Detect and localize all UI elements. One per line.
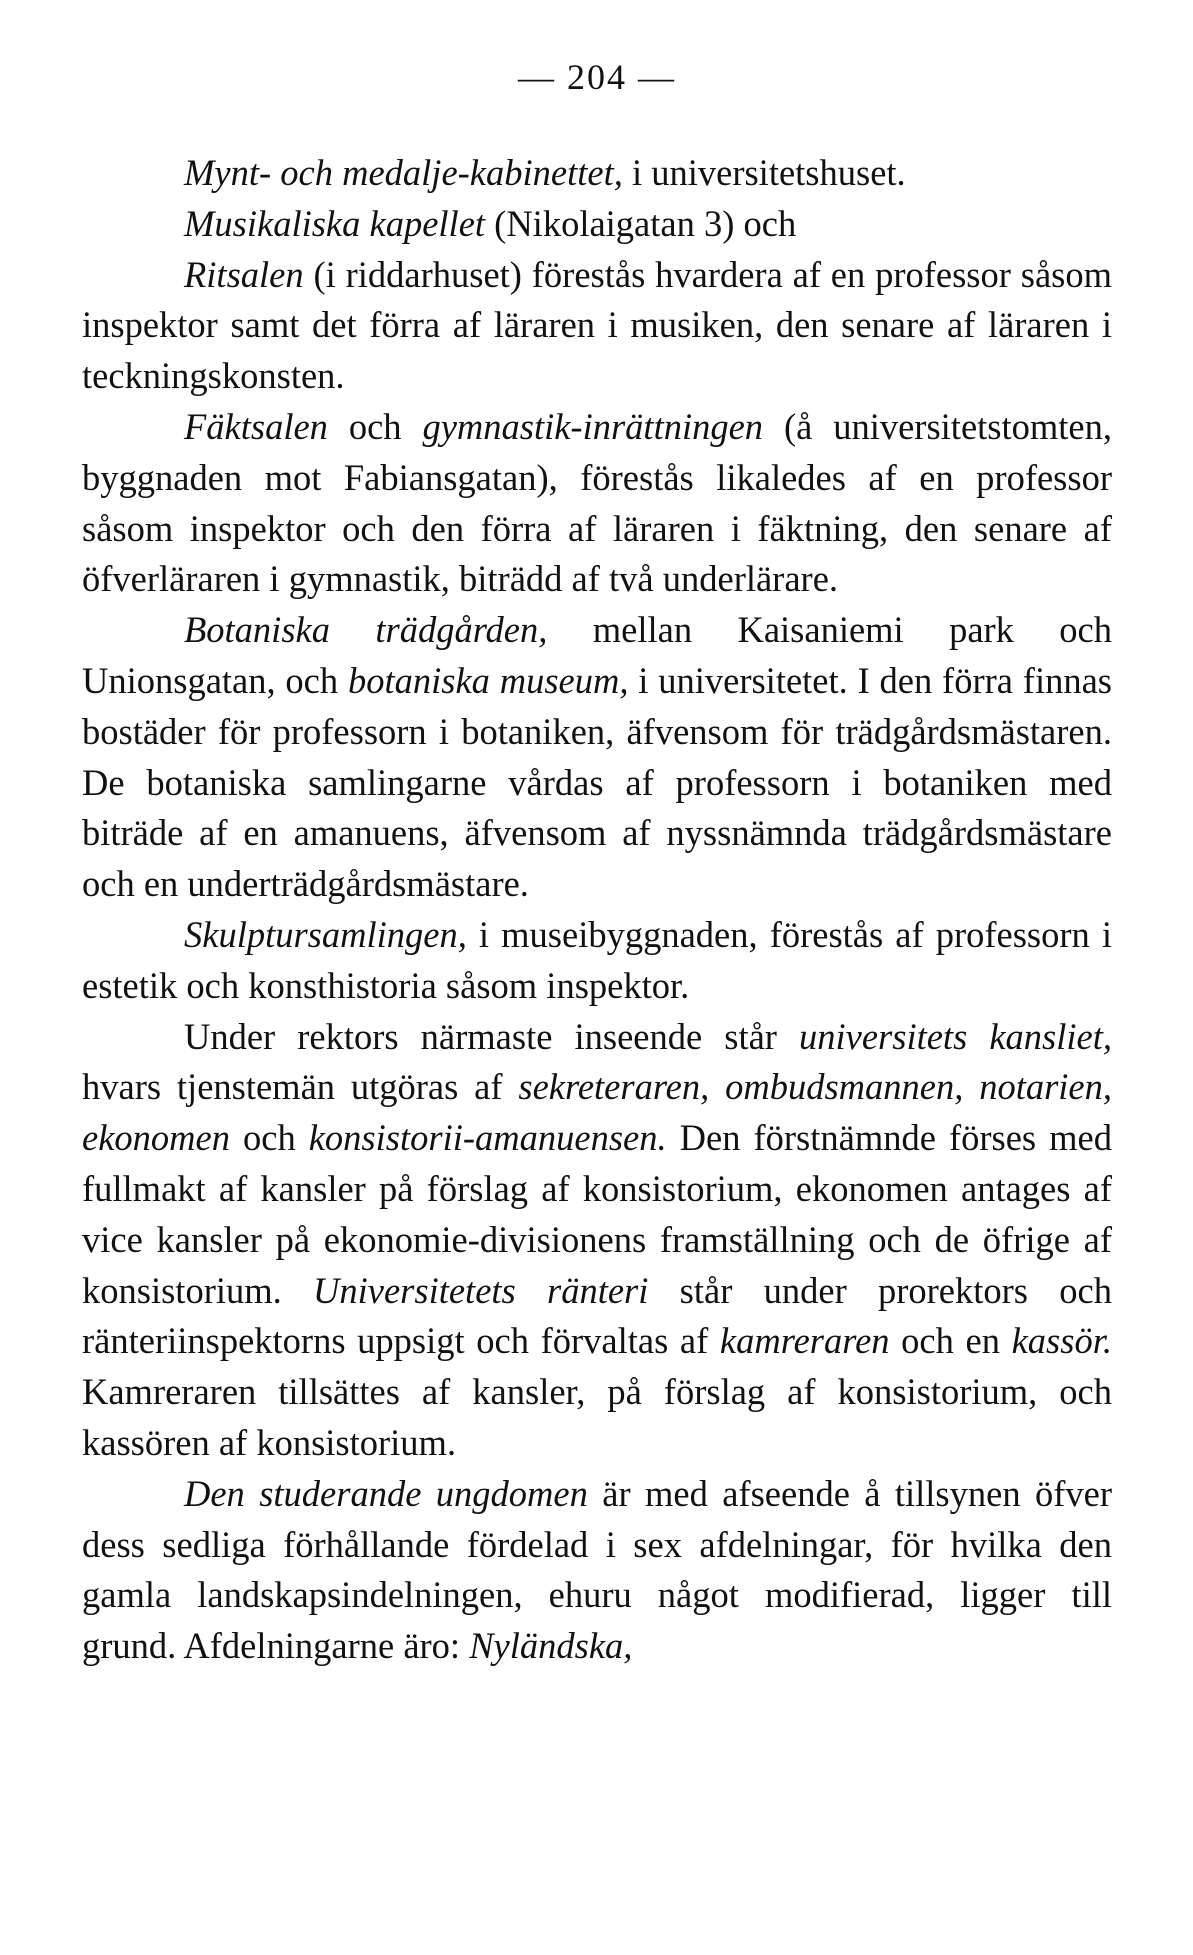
italic-term: Fäktsalen — [184, 405, 328, 447]
italic-term: universitets kansliet, — [799, 1015, 1112, 1057]
italic-term: Ritsalen — [184, 253, 304, 295]
italic-term: Skulptursamlingen, — [184, 913, 467, 955]
italic-term: Nyländska, — [469, 1625, 633, 1667]
text-run: (å universitetstomten, byggnaden mot Fabiansgatan), förestås likaledes af en professor såsom inspektor och den förra af läraren i fäktning, den senare af öfverläraren i gymnastik, biträdd af två underlärare. — [82, 405, 1112, 600]
italic-term: Den studerande ungdomen — [184, 1472, 588, 1514]
body-text — [82, 148, 1112, 1672]
text-run: (i riddarhuset) förestås hvardera af en professor såsom inspektor samt det förra af läraren i musiken, den senare af läraren i teckningskonsten. — [82, 253, 1112, 397]
text-run: mellan Kaisaniemi park och Unionsgatan, och — [82, 609, 1112, 701]
text-run: (Nikolaigatan 3) och — [485, 202, 797, 244]
italic-term: Mynt- och medalje-kabinettet, — [184, 152, 623, 193]
italic-term: Botaniska trädgården, — [184, 609, 548, 651]
text-run: och — [327, 405, 423, 447]
text-run: Kamreraren tillsättes af kansler, på förslag af konsistorium, och kassören af konsistorium. — [82, 1371, 1112, 1463]
italic-term: kassör. — [1011, 1320, 1112, 1362]
paragraph — [82, 148, 1112, 199]
paragraph — [82, 402, 1112, 605]
italic-term: sekreteraren, ombudsmannen, notarien, ekonomen — [82, 1066, 1113, 1159]
paragraph — [82, 250, 1112, 402]
text-run: och — [229, 1117, 309, 1159]
text-run: är med afseende å tillsynen öfver dess sedliga förhållande fördelad i sex afdelningar, för hvilka den gamla landskapsindelningen, ehuru något modifierad, ligger till grund. Afdelningarne äro: — [82, 1472, 1112, 1667]
italic-term: Musikaliska kapellet — [184, 202, 486, 244]
text-run: och en — [889, 1320, 1012, 1362]
paragraph — [82, 1012, 1112, 1469]
text-run: i museibyggnaden, förestås af professorn i estetik och konsthistoria såsom inspektor. — [82, 913, 1112, 1006]
paragraph — [82, 910, 1112, 1012]
italic-term: kamreraren — [719, 1320, 890, 1362]
paragraph — [82, 1469, 1112, 1672]
paragraph — [82, 199, 1112, 250]
italic-term: botaniska museum, — [347, 659, 629, 701]
text-run: i universitetshuset. — [622, 152, 906, 193]
text-run: står under prorektors och ränteriinspektorns uppsigt och förvaltas af — [82, 1269, 1112, 1362]
page-number: — 204 — — [518, 57, 676, 97]
text-run: hvars tjenstemän utgöras af — [82, 1066, 519, 1108]
italic-term: gymnastik-inrättningen — [422, 405, 764, 447]
text-run: Under rektors närmaste inseende står — [184, 1015, 799, 1057]
italic-term: Universitetets ränteri — [313, 1269, 649, 1311]
paragraph — [82, 605, 1112, 910]
text-run: i universitetet. I den förra finnas bostäder för professorn i botaniken, äfvensom för trädgårdsmästaren. De botaniska samlingarne vårdas af professorn i botaniken med biträde af en amanuens, äfvensom af nyssnämnda trädgårdsmästare och en underträdgårdsmästare. — [82, 659, 1112, 905]
text-run: Den förstnämnde förses med fullmakt af kansler på förslag af konsistorium, ekonomen antages af vice kansler på ekonomie-divisionens framställning och de öfrige af konsistorium. — [82, 1117, 1112, 1311]
italic-term: konsistorii-amanuensen. — [308, 1117, 667, 1159]
